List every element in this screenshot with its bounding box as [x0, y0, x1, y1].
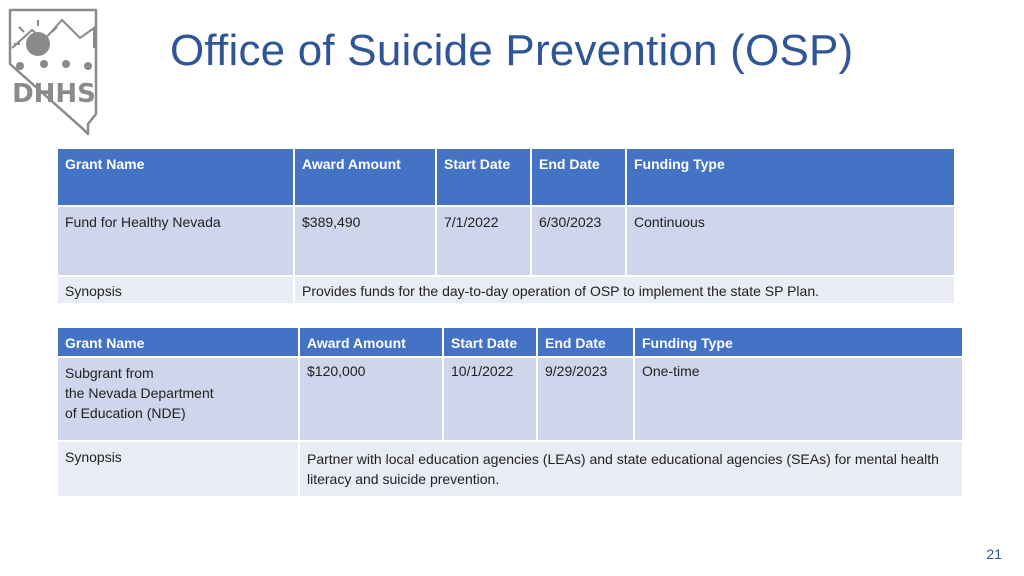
synopsis-label: Synopsis	[58, 277, 293, 303]
header-funding-type: Funding Type	[627, 149, 954, 205]
synopsis-label: Synopsis	[58, 442, 298, 496]
cell-end-date: 6/30/2023	[532, 207, 625, 275]
logo-text: DHHS	[12, 79, 96, 109]
grant-table-2	[56, 326, 964, 498]
cell-award-amount: $120,000	[300, 358, 442, 440]
cell-grant-name: Fund for Healthy Nevada	[58, 207, 293, 275]
cell-award-amount: $389,490	[295, 207, 435, 275]
header-start-date: Start Date	[437, 149, 530, 205]
cell-funding-type: One-time	[635, 358, 962, 440]
header-end-date: End Date	[538, 328, 633, 356]
dhhs-logo	[4, 4, 108, 138]
synopsis-text: Provides funds for the day-to-day operation of OSP to implement the state SP Plan.	[295, 277, 954, 303]
header-end-date: End Date	[532, 149, 625, 205]
cell-funding-type: Continuous	[627, 207, 954, 275]
synopsis-row	[58, 442, 962, 496]
header-grant-name: Grant Name	[58, 149, 293, 205]
cell-start-date: 7/1/2022	[437, 207, 530, 275]
table-row	[58, 358, 962, 440]
header-award-amount: Award Amount	[295, 149, 435, 205]
header-grant-name: Grant Name	[58, 328, 298, 356]
header-award-amount: Award Amount	[300, 328, 442, 356]
slide-title: Office of Suicide Prevention (OSP)	[170, 26, 854, 75]
page-number: 21	[986, 546, 1002, 562]
synopsis-text: Partner with local education agencies (LEAs) and state educational agencies (SEAs) for mental health literacy and suicide prevention.	[300, 442, 962, 496]
table-row	[58, 207, 954, 275]
cell-end-date: 9/29/2023	[538, 358, 633, 440]
table-header-row	[58, 149, 954, 205]
header-funding-type: Funding Type	[635, 328, 962, 356]
table-header-row	[58, 328, 962, 356]
cell-start-date: 10/1/2022	[444, 358, 536, 440]
synopsis-row	[58, 277, 954, 303]
grant-table-1	[56, 147, 956, 305]
header-start-date: Start Date	[444, 328, 536, 356]
cell-grant-name: Subgrant from the Nevada Department of Education (NDE)	[58, 358, 298, 440]
